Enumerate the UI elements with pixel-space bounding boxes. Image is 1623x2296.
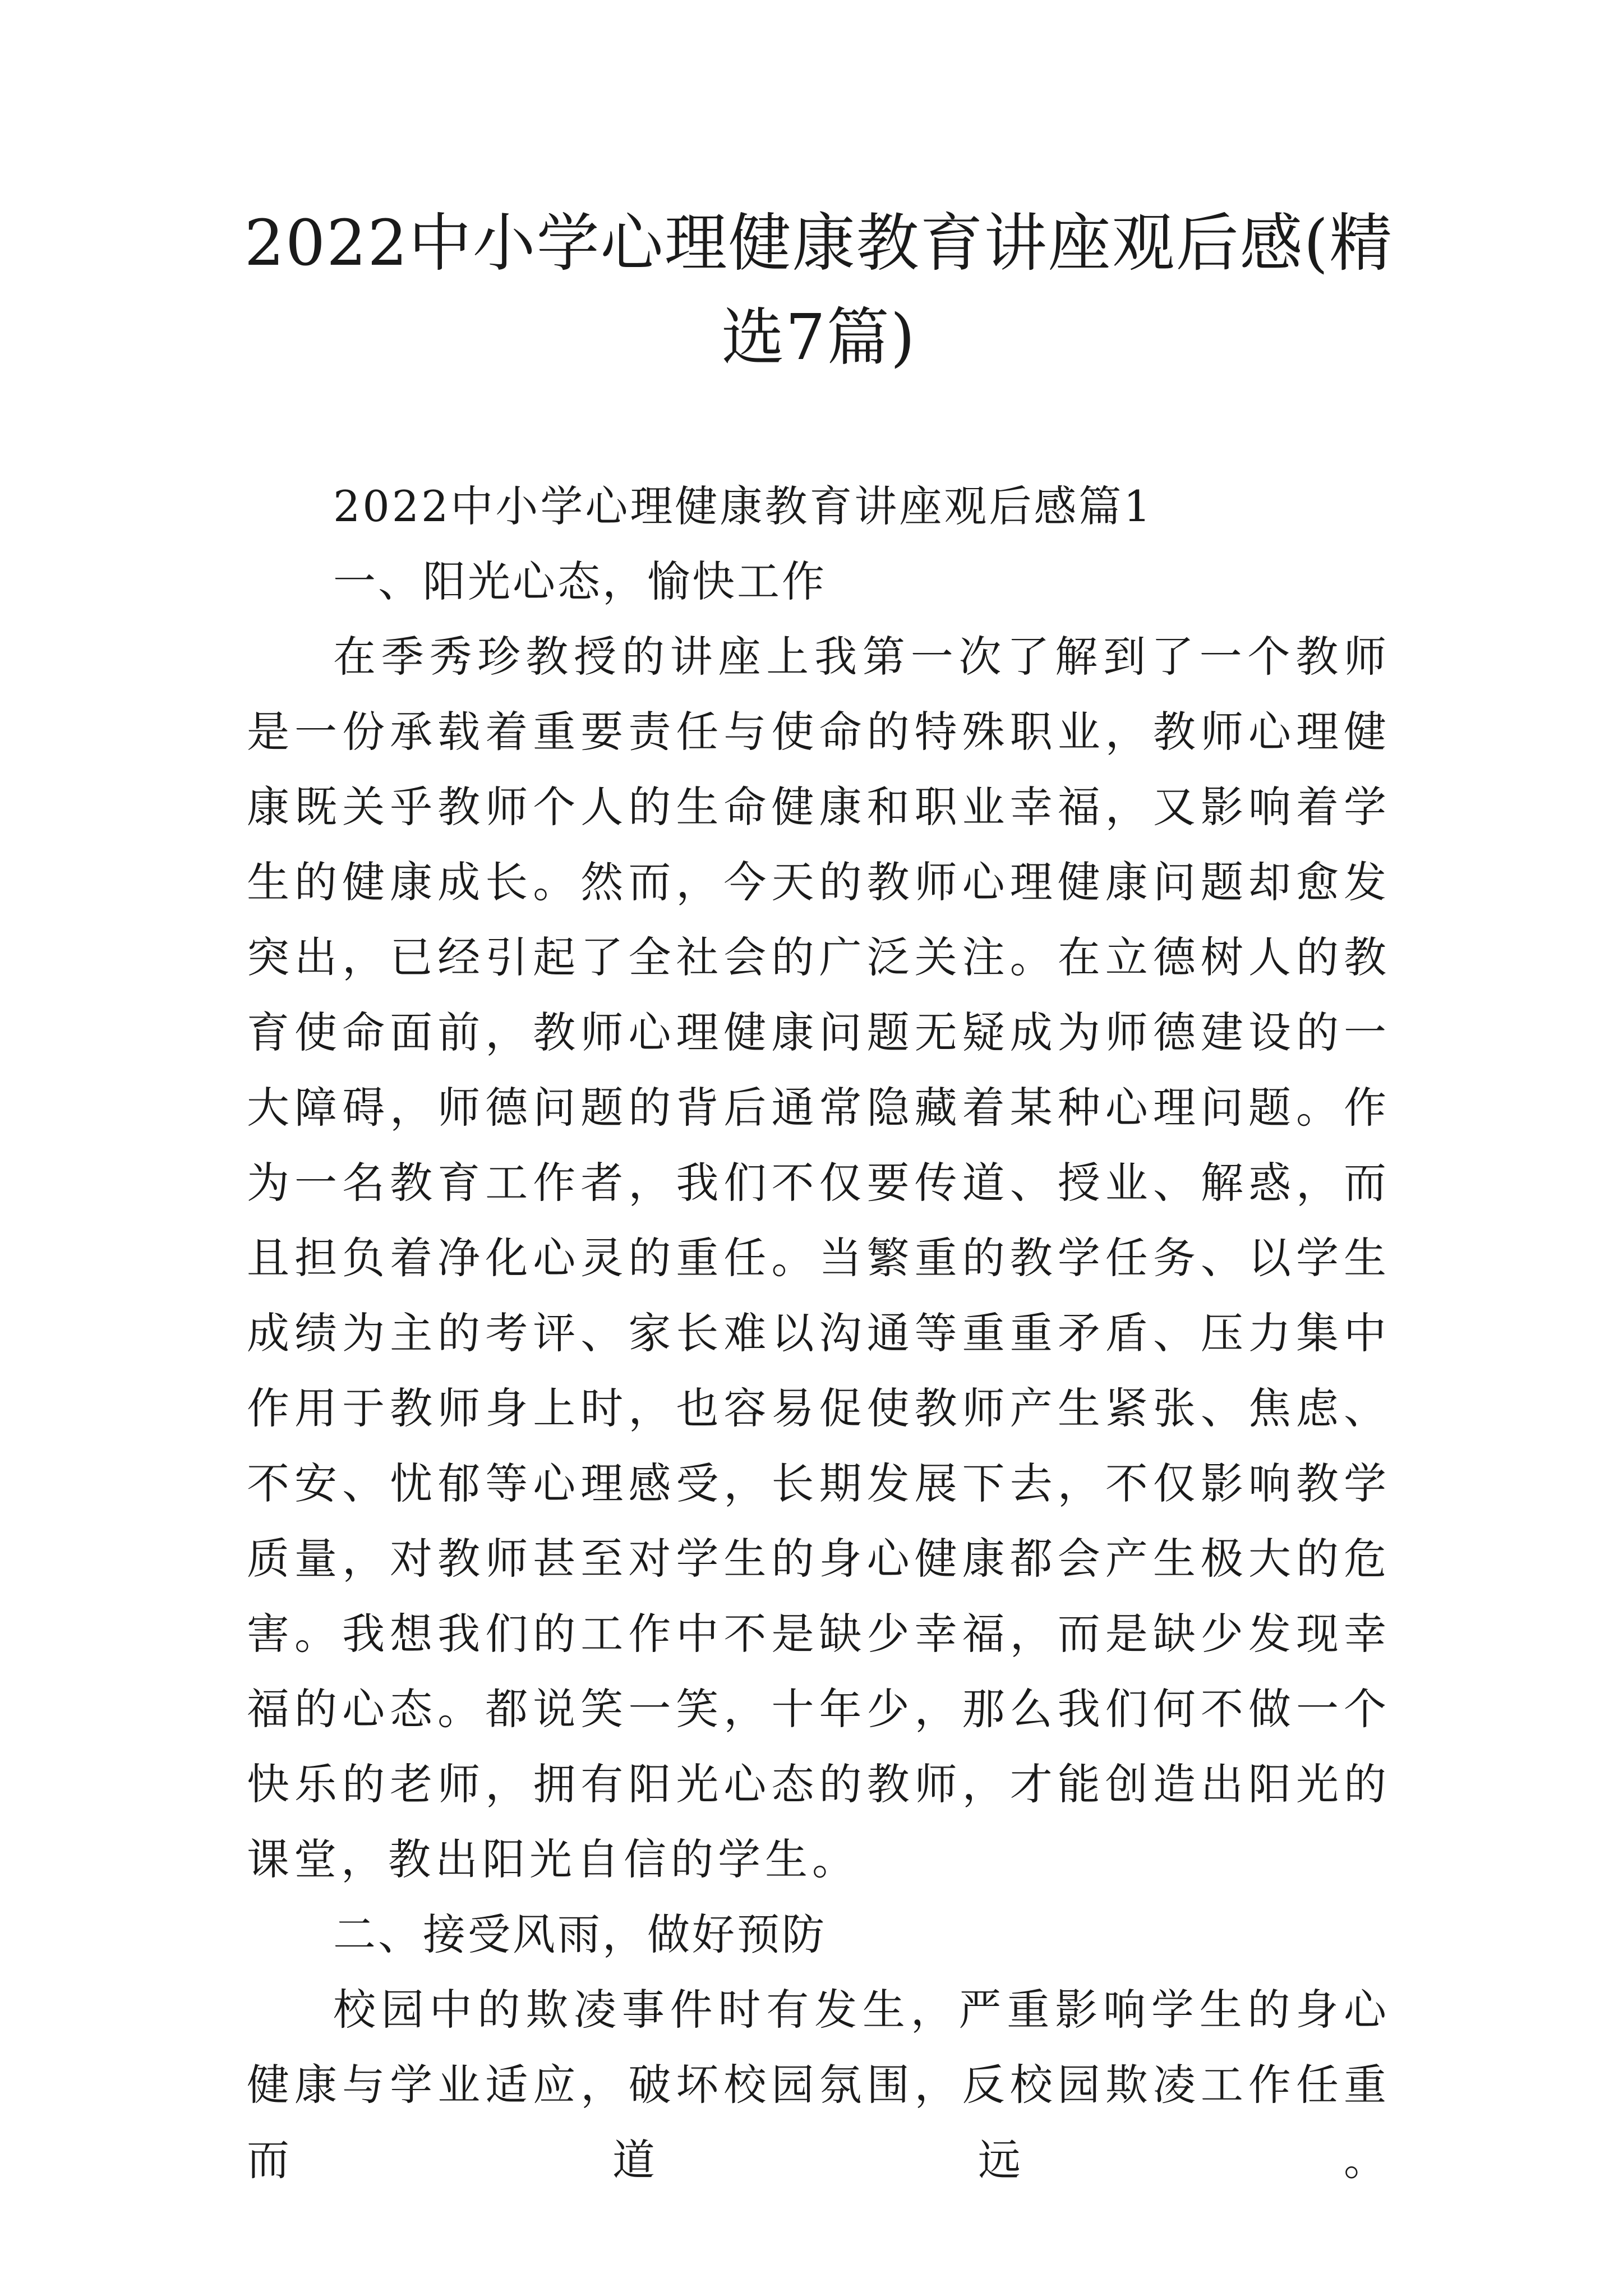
paragraph-teacher-mental-health: 在季秀珍教授的讲座上我第一次了解到了一个教师是一份承载着重要责任与使命的特殊职业，教师心理健康既关乎教师个人的生命健康和职业幸福，又影响着学生的健康成长。然而，今天的教师心理健康问题却愈发突出，已经引起了全社会的广泛关注。在立德树人的教育使命面前，教师心理健康问题无疑成为师德建设的一大障碍，师德问题的背后通常隐藏着某种心理问题。作为一名教育工作者，我们不仅要传道、授业、解惑，而且担负着净化心灵的重任。当繁重的教学任务、以学生成绩为主的考评、家长难以沟通等重重矛盾、压力集中作用于教师身上时，也容易促使教师产生紧张、焦虑、不安、忧郁等心理感受，长期发展下去，不仅影响教学质量，对教师甚至对学生的身心健康都会产生极大的危害。我想我们的工作中不是缺少幸福，而是缺少发现幸福的心态。都说笑一笑，十年少，那么我们何不做一个快乐的老师，拥有阳光心态的教师，才能创造出阳光的课堂，教出阳光自信的学生。 [247, 632, 1391, 1884]
subheading-accept-storms: 二、接受风雨，做好预防 [333, 1910, 827, 1959]
document-body [247, 469, 1391, 2198]
document-title: 2022中小学心理健康教育讲座观后感(精选7篇) [244, 207, 1394, 374]
section-heading-article-1: 2022中小学心理健康教育讲座观后感篇1 [333, 481, 1153, 531]
paragraph-campus-bullying: 校园中的欺凌事件时有发生，严重影响学生的身心健康与学业适应，破坏校园氛围，反校园欺凌工作任重而道远。 [247, 1985, 1391, 2185]
subheading-sunny-mindset: 一、阳光心态，愉快工作 [333, 556, 827, 606]
